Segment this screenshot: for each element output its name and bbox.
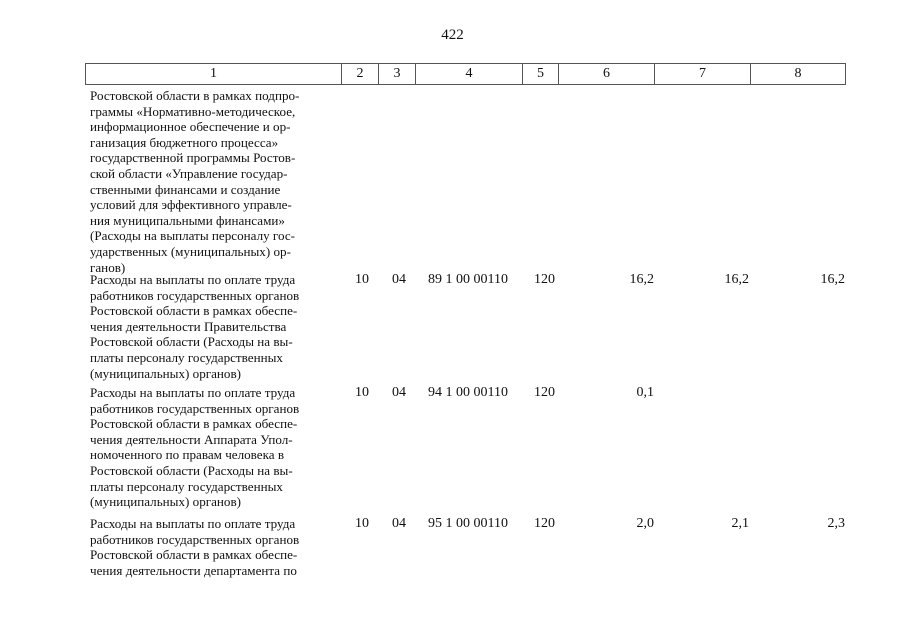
row-description [90,272,338,381]
cell-target-article: 95 1 00 00110 [428,516,508,531]
cell-value-col6: 0,1 [636,385,654,400]
row-description [90,385,338,510]
column-header-1: 1 [86,64,342,85]
cell-section: 10 [355,272,369,287]
description-line: Расходы на выплаты по оплате труда [90,385,296,400]
cell-value-col7: 2,1 [731,516,749,531]
description-line: платы персоналу государственных [90,349,283,365]
description-line: Расходы на выплаты по оплате труда [90,272,296,287]
column-header-2: 2 [342,64,379,85]
cell-value-col8: 16,2 [820,272,845,287]
description-line: ударственных (муниципальных) ор- [90,243,291,259]
cell-target-article: 94 1 00 00110 [428,385,508,400]
description-line: (муниципальных) органов) [90,494,242,510]
row-description [90,516,338,578]
description-line: номоченного по правам человека в [90,447,285,463]
cell-section: 10 [355,516,369,531]
description-line: Ростовской области в рамках обеспе- [90,416,298,432]
description-line: Ростовской области (Расходы на вы- [90,462,293,478]
description-line: государственной программы Ростов- [90,150,296,166]
column-header-8: 8 [751,64,846,85]
description-line: ганизация бюджетного процесса» [90,134,279,150]
cell-target-article: 89 1 00 00110 [428,272,508,287]
description-line: чения деятельности Аппарата Упол- [90,431,293,447]
description-line: (Расходы на выплаты персоналу гос- [90,228,296,244]
column-header-4: 4 [416,64,523,85]
description-line: работников государственных органов [90,531,300,547]
description-line: ственными финансами и создание [90,181,281,197]
description-line: ской области «Управление государ- [90,165,288,181]
cell-value-col6: 2,0 [636,516,654,531]
description-line: чения деятельности департамента по [90,562,297,578]
column-header-5: 5 [523,64,559,85]
column-header-row [85,63,846,85]
cell-value-col7: 16,2 [724,272,749,287]
description-line: чения деятельности Правительства [90,318,287,334]
page-number: 422 [441,27,464,43]
description-line: Расходы на выплаты по оплате труда [90,516,296,531]
cell-section: 10 [355,385,369,400]
cell-value-col6: 16,2 [629,272,654,287]
description-line: Ростовской области в рамках подпро- [90,88,300,103]
description-line: Ростовской области (Расходы на вы- [90,334,293,350]
cell-value-col8: 2,3 [827,516,845,531]
cell-subsection: 04 [392,516,406,531]
description-line: работников государственных органов [90,287,300,303]
row-description [90,88,338,275]
description-line: ния муниципальными финансами» [90,212,285,228]
cell-subsection: 04 [392,385,406,400]
cell-subsection: 04 [392,272,406,287]
description-line: (муниципальных) органов) [90,365,242,381]
column-header-3: 3 [379,64,416,85]
description-line: работников государственных органов [90,400,300,416]
description-line: граммы «Нормативно-методическое, [90,103,296,119]
description-line: Ростовской области в рамках обеспе- [90,547,298,563]
description-line: ганов) [90,259,126,275]
description-line: условий для эффективного управле- [90,197,292,213]
cell-expense-type: 120 [534,516,555,531]
cell-expense-type: 120 [534,272,555,287]
column-header-6: 6 [559,64,655,85]
description-line: Ростовской области в рамках обеспе- [90,303,298,319]
description-line: платы персоналу государственных [90,478,283,494]
column-header-7: 7 [655,64,751,85]
description-line: информационное обеспечение и ор- [90,119,291,135]
cell-expense-type: 120 [534,385,555,400]
